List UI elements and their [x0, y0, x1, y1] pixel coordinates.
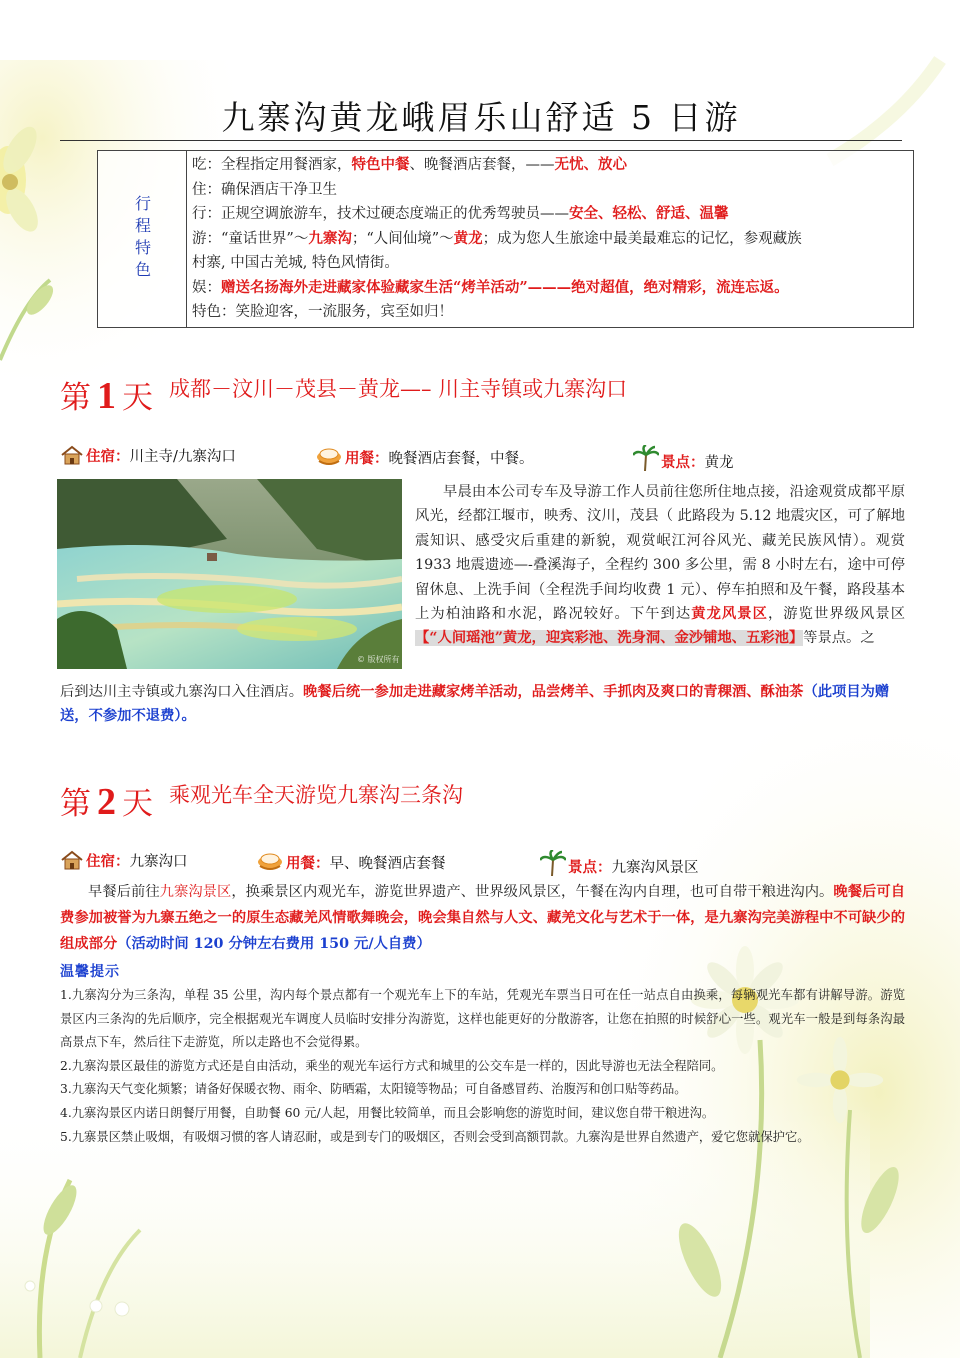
day2-prefix: 第 — [60, 786, 91, 822]
palm-tree-icon — [540, 850, 566, 876]
tip-item: 4.九寨沟景区内诺日朗餐厅用餐，自助餐 60 元/人起，用餐比较简单，而且会影响您的游览时间，建议您自带干粮进沟。 — [60, 1105, 715, 1120]
features-label-cell — [98, 151, 187, 327]
day1-number: 1 — [97, 375, 116, 417]
feature-tour: 游：“童话世界”～九寨沟；“人间仙境”～黄龙；成为您人生旅途中最美最难忘的记忆，参观藏族 — [192, 229, 802, 247]
day2-heading — [60, 778, 463, 824]
feature-stay: 住：确保酒店干净卫生 — [192, 181, 337, 198]
day2-description: 早餐后前往九寨沟景区，换乘景区内观光车，游览世界遗产、世界级风景区，午餐在沟内自理，也可自带干粮进沟内。晚餐后可自费参加被誉为九寨五绝之一的原生态藏羌风情歌舞晚会，晚会集自然与人文、藏羌文化与艺术于一体，是九寨沟完美游程中不可缺少的组成部分（活动时间 120 分钟左右费用 150 元/人自费） — [60, 884, 906, 952]
day1-meal: 用餐：晚餐酒店套餐，中餐。 — [315, 445, 534, 468]
day2-stay: 住宿：九寨沟口 — [60, 850, 188, 871]
day1-heading — [60, 372, 627, 418]
title-divider — [60, 140, 902, 141]
photo-watermark: © 版权所有 — [357, 655, 400, 664]
day2-number: 2 — [97, 781, 116, 823]
palm-tree-icon — [633, 445, 659, 471]
meal-bowl-icon — [315, 445, 343, 467]
tip-item: 1.九寨沟分为三条沟，单程 35 公里，沟内每个景点都有一个观光车上下的车站，凭观光车票当日可在任一站点自由换乘，每辆观光车都有讲解导游。游览景区内三条沟的先后顺序，完全根据观光车调度人员临时安排分沟游览，这样也能更好的分散游客，让您在拍照的时候舒心一些。观光车一般是到每条沟最高景点下车，然后往下走游览，所以走路也不会觉得累。 — [60, 988, 905, 1050]
day1-route: 成都－汶川－茂县－黄龙—– 川主寺镇或九寨沟口 — [169, 377, 628, 401]
features-label: 行程特色 — [132, 195, 152, 283]
meal-bowl-icon — [256, 850, 284, 872]
tips-list — [60, 984, 905, 1149]
huanglong-photo — [57, 479, 402, 669]
day2-suffix: 天 — [122, 786, 153, 822]
house-icon — [60, 445, 84, 465]
day1-suffix: 天 — [122, 380, 153, 416]
feature-fun: 娱：赠送名扬海外走进藏家体验藏家生活“烤羊活动”———绝对超值，绝对精彩，流连忘返。 — [192, 278, 789, 296]
day1-description: 早晨由本公司专车及导游工作人员前往您所住地点接，沿途观赏成都平原风光，经都江堰市，映秀、汶川，茂县（ 此路段为 5.12 地震灾区，可了解地震知识、感受灾后重建的新貌，观赏岷江河谷风光、藏羌民族风情）。观赏 1933 地震遗迹—-叠溪海子，全程约 300 多公里，需 8 小时左右，途中可停留休息、上洗手间（全程洗手间均收费 1 元）、停车拍照和及午餐，路段基本上为柏油路和水泥，路况较好。下午到达黄龙风景区，游览世界级风景区【“人间瑶池”黄龙，迎宾彩池、洗身洞、金沙铺地、五彩池】等景点。之 — [415, 484, 906, 647]
day2-meal: 用餐：早、晚餐酒店套餐 — [256, 850, 446, 873]
tips-title: 温馨提示 — [60, 964, 120, 980]
tip-item: 2.九寨沟景区最佳的游览方式还是自由活动，乘坐的观光车运行方式和城里的公交车是一样的，因此导游也无法全程陪同。 — [60, 1058, 724, 1073]
features-lines — [192, 153, 908, 325]
day1-spot: 景点：黄龙 — [633, 445, 734, 472]
day1-description-tail: 后到达川主寺镇或九寨沟口入住酒店。晚餐后统一参加走进藏家烤羊活动，品尝烤羊、手抓肉及爽口的青稞酒、酥油茶（此项目为赠送，不参加不退费）。 — [60, 684, 890, 725]
features-table — [97, 150, 914, 328]
feature-go: 行：正规空调旅游车，技术过硬态度端正的优秀驾驶员——安全、轻松、舒适、温馨 — [192, 205, 729, 222]
feature-special: 特色：笑脸迎客，一流服务，宾至如归！ — [192, 304, 453, 320]
feature-tour-cont: 村寨, 中国古羌城, 特色风情街。 — [192, 255, 399, 271]
day2-spot: 景点：九寨沟风景区 — [540, 850, 699, 877]
feature-eat: 吃：全程指定用餐酒家，特色中餐、晚餐酒店套餐，——无忧、放心 — [192, 156, 627, 173]
page-title: 九寨沟黄龙峨眉乐山舒适 5 日游 — [221, 98, 741, 137]
day1-stay: 住宿：川主寺/九寨沟口 — [60, 445, 236, 466]
house-icon — [60, 850, 84, 870]
day1-prefix: 第 — [60, 380, 91, 416]
day2-route: 乘观光车全天游览九寨沟三条沟 — [169, 783, 463, 807]
tip-item: 3.九寨沟天气变化频繁；请备好保暖衣物、雨伞、防晒霜，太阳镜等物品；可自备感冒药、治腹泻和创口贴等药品。 — [60, 1082, 687, 1097]
tip-item: 5.九寨景区禁止吸烟，有吸烟习惯的客人请忍耐，或是到专门的吸烟区，否则会受到高额罚款。九寨沟是世界自然遗产，爱它您就保护它。 — [60, 1129, 810, 1144]
